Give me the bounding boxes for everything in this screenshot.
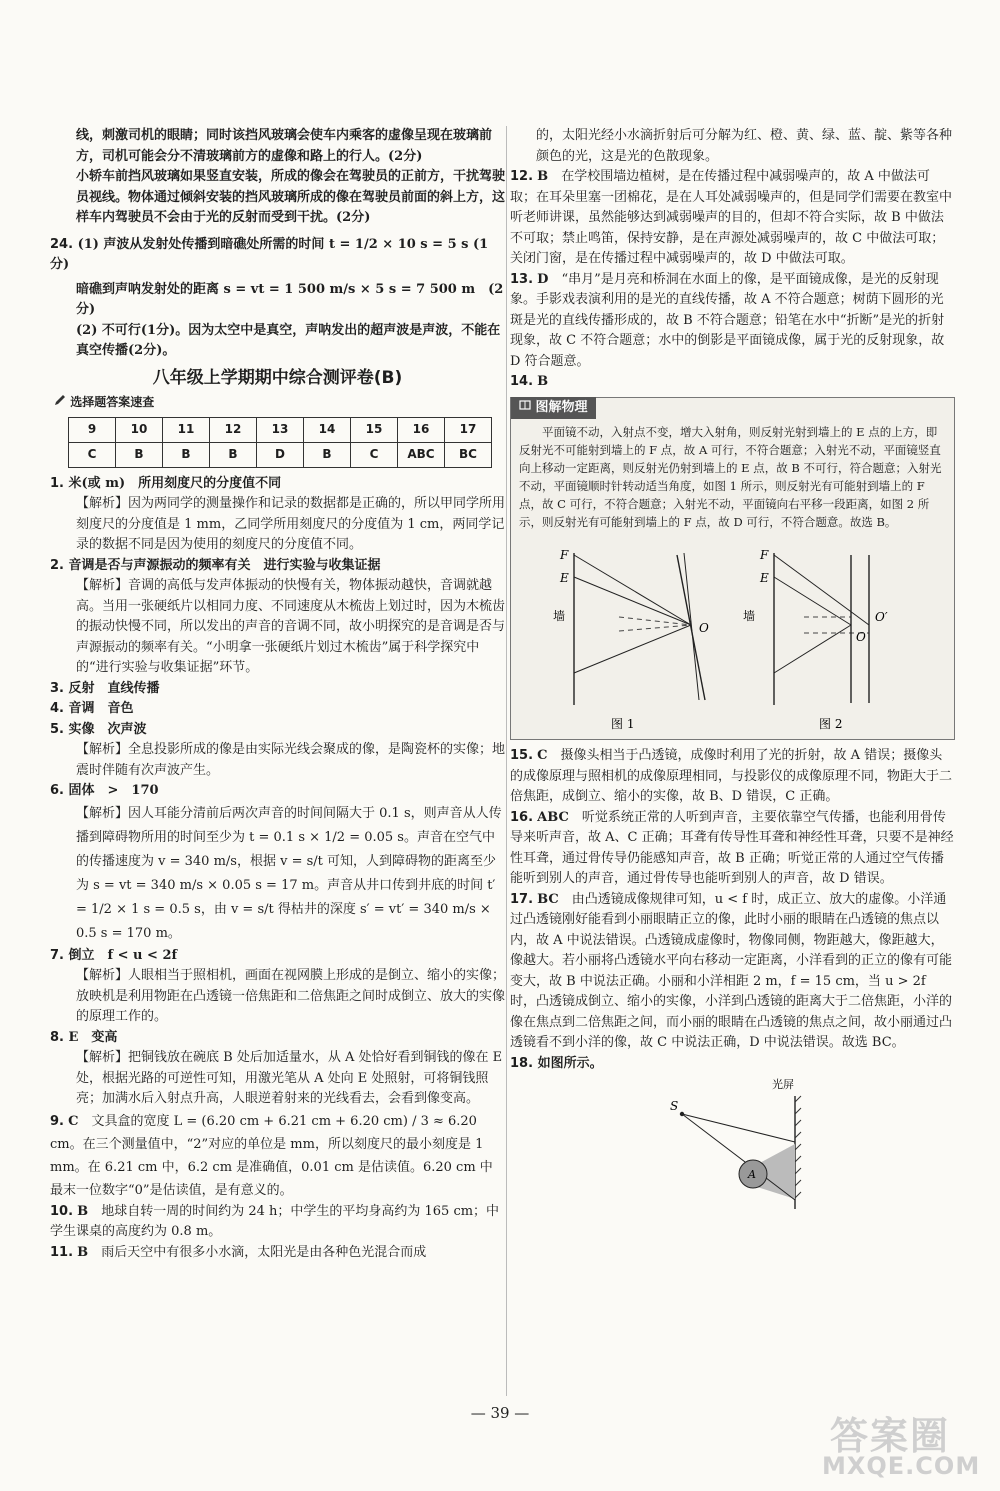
watermark-logo: 答案圈: [830, 1414, 951, 1458]
q16: [510, 808, 955, 890]
q16-number: 16.: [510, 809, 534, 825]
q7-number: 7.: [50, 947, 64, 963]
label-wall-2: 墙: [743, 609, 756, 623]
label-S: S: [670, 1099, 679, 1113]
q11-tag: B: [77, 1244, 89, 1260]
q24-part2: (2) 不可行(1分)。因为太空中是真空，声呐发出的超声波是声波，不能在真空传播(2分)。: [76, 322, 501, 358]
figure-2: [743, 548, 888, 731]
q17-explanation: 由凸透镜成像规律可知，u < f 时，成正立、放大的虚像。小洋通过凸透镜刚好能看到小丽眼睛正立的像，此时小丽的眼睛在凸透镜的焦点以内，故 A 中说法错误。凸透镜成虚像时，物像同侧，物距越大，像距越大，像越大。若小丽将凸透镜水平向右移动一定距离，小洋看到的正立的像有可能变大，故 B 中说法正确。小丽和小洋相距 2 m，f = 15 cm，当 u > 2f 时，凸透镜成倒立、缩小的实像，小洋到凸透镜的距离大于二倍焦距，小洋的像在焦点到二倍焦距之间，而小丽的眼睛在凸透镜的焦点之间，故小丽通过凸透镜看不到小洋的像，故 C 中说法正确，D 中说法错误。故选 BC。: [510, 891, 953, 1050]
table-cell: 17: [445, 417, 492, 442]
q18-number: 18.: [510, 1055, 534, 1071]
q8-number: 8.: [50, 1029, 64, 1045]
q6-number: 6.: [50, 783, 64, 798]
ray-1c: [574, 625, 691, 673]
answer-table: [68, 417, 492, 468]
q13-tag: D: [537, 271, 549, 287]
answer-table-head: [69, 417, 492, 442]
q23-continued: 线，刺激司机的眼睛；同时该挡风玻璃会使车内乘客的虚像呈现在玻璃前方，司机可能会分不清玻璃前方的虚像和路上的行人。(2分): [76, 128, 493, 164]
label-O-prime: O′: [875, 610, 888, 624]
illustrated-physics-box: [510, 397, 955, 741]
right-column: [510, 126, 955, 1214]
table-cell: C: [351, 442, 398, 467]
q10-number: 10.: [50, 1203, 74, 1219]
ray-upper: [682, 1114, 795, 1142]
q4-answer: 音调 音色: [68, 701, 134, 716]
q17-tag: BC: [537, 891, 559, 907]
q15: [510, 746, 955, 808]
table-cell: 14: [304, 417, 351, 442]
label-screen: 光屏: [772, 1078, 794, 1091]
mirror-diagram: [519, 535, 944, 735]
q3-answer: 反射 直线传播: [68, 680, 160, 696]
table-cell: BC: [445, 442, 492, 467]
table-cell: D: [257, 442, 304, 467]
q10: [50, 1202, 505, 1243]
q14: [510, 372, 955, 393]
box-text: 平面镜不动，入射点不变，增大入射角，则反射光射到墙上的 E 点的上方，即反射光不可能射到墙上的 F 点，故 A 可行，不符合题意；入射光不动，平面镜竖直向上移动一定距离，则反射光仍射到墙上的 E 点，故 B 不可行，符合题意；入射光不动，平面镜顺时针转动适当角度，如图 1 所示，则反射光有可能射到墙上的 F 点，故 C 可行，不符合题意；入射光不动，平面镜向右平移一段距离，如图 2 所示，则反射光有可能射到墙上的 F 点，故 D 可行，不符合题意。故选 B。: [519, 425, 942, 529]
q5-number: 5.: [50, 721, 64, 737]
column-divider: [506, 126, 507, 1396]
q14-tag: B: [537, 374, 549, 389]
q3-number: 3.: [50, 680, 64, 696]
q6: [50, 781, 505, 802]
q7-explanation: 【解析】人眼相当于照相机，画面在视网膜上形成的是倒立、缩小的实像；放映机是利用物距在凸透镜一倍焦距和二倍焦距之间时成倒立、放大的实像的原理工作的。: [76, 968, 506, 1024]
q13-number: 13.: [510, 271, 534, 287]
q17: [510, 890, 955, 1054]
table-cell: C: [69, 442, 116, 467]
figure-1: [553, 548, 709, 731]
q13-explanation: “串月”是月亮和桥洞在水面上的像，是平面镜成像，是光的反射现象。手影戏表演利用的是光的直线传播，故 A 不符合题意；树荫下圆形的光斑是光的直线传播形成的，故 B 不符合题意；铅笔在水中“折断”是光的折射现象，故 C 不符合题意；水中的倒影是平面镜成像，属于光的反射现象，故 D 符合题意。: [510, 271, 945, 369]
q6-answer: 固体 > 170: [68, 783, 159, 798]
left-column: [50, 126, 505, 1263]
q9-explanation: 文具盒的宽度 L = (6.20 cm + 6.21 cm + 6.20 cm) / 3 ≈ 6.20 cm。在三个测量值中，“2”对应的单位是 mm，所以刻度尺的最小刻度是 1 mm。在 6.21 cm 中，6.2 cm 是准确值，0.01 cm 是估读值。6.20 cm 中最末一位数字“0”是估读值，是有意义的。: [50, 1113, 493, 1198]
label-E-2: E: [760, 571, 769, 585]
table-cell: ABC: [398, 442, 445, 467]
table-cell: 12: [210, 417, 257, 442]
q5-explanation: 【解析】全息投影所成的像是由实际光线会聚成的像，是陶瓷杯的实像；地震时伴随有次声波产生。: [76, 742, 506, 778]
q8-explanation: 【解析】把铜钱放在碗底 B 处后加适量水，从 A 处恰好看到铜钱的像在 E 处，根据光路的可逆性可知，用激光笔从 A 处向 E 处照射，可将铜钱照亮；加满水后入射点升高，人眼逆着射来的光线看去，会看到像变高。: [76, 1050, 503, 1106]
q16-tag: ABC: [537, 809, 569, 825]
q11-continued: 的，太阳光经小水滴折射后可分解为红、橙、黄、绿、蓝、靛、紫等各种颜色的光，这是光的色散现象。: [536, 128, 953, 164]
label-O-1: O: [699, 621, 709, 635]
table-cell: B: [116, 442, 163, 467]
q15-tag: C: [537, 748, 548, 763]
q1-number: 1.: [50, 475, 64, 491]
q9: [50, 1110, 505, 1202]
q5-answer: 实像 次声波: [68, 721, 147, 737]
q12: [510, 167, 955, 270]
fig1-label: 图 1: [611, 717, 635, 731]
q12-tag: B: [537, 169, 549, 184]
table-cell: 15: [351, 417, 398, 442]
q11-number: 11.: [50, 1244, 74, 1260]
q13: [510, 270, 955, 373]
q23-part2: 小轿车前挡风玻璃如果竖直安装，所成的像会在驾驶员的正前方，干扰驾驶员视线。物体通过倾斜安装的挡风玻璃所成的像在驾驶员前面的斜上方，这样车内驾驶员不会由于光的反射而受到干扰。(2分): [76, 169, 506, 225]
section-title: 八年级上学期期中综合测评卷(B): [152, 367, 403, 388]
quick-answer-label: 选择题答案速查: [70, 395, 155, 409]
pencil-icon: [54, 394, 66, 406]
ray-2c: [774, 625, 851, 673]
point-S: [680, 1112, 684, 1116]
q10-explanation: 地球自转一周的时间约为 24 h；中学生的平均身高约为 165 cm；中学生课桌的高度约为 0.8 m。: [50, 1203, 500, 1239]
q1-answer: 米(或 m) 所用刻度尺的分度值不同: [68, 475, 282, 491]
box-title: 图解物理: [535, 399, 588, 415]
table-cell: 9: [69, 417, 116, 442]
q17-number: 17.: [510, 891, 534, 907]
q4: [50, 699, 505, 720]
table-cell: 13: [257, 417, 304, 442]
q8-answer: E 变高: [68, 1029, 118, 1045]
ray-2b: [774, 577, 851, 625]
ray-1b: [574, 577, 691, 625]
q10-tag: B: [77, 1203, 89, 1219]
q18: [510, 1054, 955, 1075]
label-E-1: E: [560, 571, 569, 585]
q2-number: 2.: [50, 557, 64, 573]
book-icon: [519, 399, 531, 411]
q9-number: 9.: [50, 1113, 64, 1129]
label-F-1: F: [560, 548, 569, 562]
quick-answer-header: [54, 392, 505, 413]
q7: [50, 946, 505, 967]
ray-2a: [774, 555, 869, 625]
table-cell: B: [210, 442, 257, 467]
q8: [50, 1028, 505, 1049]
q2: [50, 556, 505, 577]
table-cell: B: [304, 442, 351, 467]
q16-explanation: 听觉系统正常的人听到声音，主要依靠空气传播，也能利用骨传导来听声音，故 A、C 正确；耳聋有传导性耳聋和神经性耳聋，只要不是神经性耳聋，通过骨传导仍能感知声音，故 B 正确；听觉正常的人通过空气传播能听到别人的声音，通过骨传导也能听到别人的声音，故 D 错误。: [510, 809, 954, 886]
label-A: A: [748, 1168, 756, 1181]
q15-number: 15.: [510, 748, 534, 763]
q11-explanation: 雨后天空中有很多小水滴，太阳光是由各种色光混合而成: [101, 1244, 427, 1260]
table-cell: 10: [116, 417, 163, 442]
answer-table-values: [69, 442, 492, 467]
table-cell: B: [163, 442, 210, 467]
q12-explanation: 在学校围墙边植树，是在传播过程中减弱噪声的，故 A 中做法可取；在耳朵里塞一团棉花，是在人耳处减弱噪声的，但是同学们需要在教室中听老师讲课，虽然能够达到减弱噪声的目的，但却不符合实际，故 B 中做法不可取；禁止鸣笛，保持安静，是在声源处减弱噪声的，故 C 中做法可取；关闭门窗，是在传播过程中减弱噪声的，故 D 中做法可取。: [510, 169, 953, 266]
q11: [50, 1243, 505, 1264]
label-O-2: O: [856, 630, 866, 644]
q24-part1: (1) 声波从发射处传播到暗礁处所需的时间 t = 1/2 × 10 s = 5 s (1分): [50, 236, 489, 272]
table-cell: 11: [163, 417, 210, 442]
q12-number: 12.: [510, 169, 534, 184]
q1-explanation: 【解析】因为两同学的测量操作和记录的数据都是正确的，所以甲同学所用刻度尺的分度值是 1 mm，乙同学所用刻度尺的分度值为 1 cm，两同学记录的数据不同是因为使用的刻度尺的分度值不同。: [76, 496, 506, 552]
screen-hatch: [795, 1096, 801, 1198]
q24-part1b: 暗礁到声呐发射处的距离 s = vt = 1 500 m/s × 5 s = 7 500 m (2分): [76, 281, 504, 317]
q2-explanation: 【解析】音调的高低与发声体振动的快慢有关，物体振动越快，音调就越高。当用一张硬纸片以相同力度、不同速度从木梳齿上划过时，因为木梳齿的振动快慢不同，所以发出的声音的音调不同，故小明探究的是音调是否与声源振动的频率有关。“小明拿一张硬纸片划过木梳齿”属于科学探究中的“进行实验与收集证据”环节。: [76, 578, 506, 675]
ray-1a: [574, 555, 691, 625]
table-cell: 16: [398, 417, 445, 442]
q3: [50, 679, 505, 700]
q24-number: 24.: [50, 236, 74, 252]
q15-explanation: 摄像头相当于凸透镜，成像时利用了光的折射，故 A 错误；摄像头的成像原理与照相机的成像原理相同，与投影仪的成像原理不同，物距大于二倍焦距，成倒立、缩小的实像，故 B、D 错误，C 正确。: [510, 748, 953, 804]
box-header: [511, 397, 596, 420]
q5: [50, 720, 505, 741]
q9-tag: C: [68, 1113, 79, 1129]
q2-answer: 音调是否与声源振动的频率有关 进行实验与收集证据: [68, 557, 381, 573]
normal-1b: [619, 625, 691, 631]
label-wall-1: 墙: [553, 609, 566, 623]
page-number: — 39 —: [470, 1404, 530, 1422]
q14-number: 14.: [510, 374, 534, 389]
q1: [50, 474, 505, 495]
q18-text: 如图所示。: [537, 1055, 603, 1071]
q6-explanation: 【解析】因人耳能分清前后两次声音的时间间隔大于 0.1 s，则声音从人传播到障碍物所用的时间至少为 t = 0.1 s × 1/2 = 0.05 s。声音在空气中的传播速度为 v = 340 m/s，根据 v = s/t 可知，人到障碍物的距离至少为 s = vt = 340 m/s × 0.05 s = 17 m。声音从井口传到井底的时间 t′ = 1/2 × 1 s = 0.5 s，由 v = s/t 得枯井的深度 s′ = vt′ = 340 m/s × 0.5 s = 170 m。: [76, 805, 502, 941]
fig2-label: 图 2: [819, 717, 843, 731]
q4-number: 4.: [50, 701, 64, 716]
q24: [50, 235, 505, 276]
q7-answer: 倒立 f < u < 2f: [68, 947, 178, 963]
screen-diagram: [510, 1074, 955, 1214]
label-F-2: F: [760, 548, 769, 562]
watermark-url: MXQE.COM: [822, 1452, 981, 1480]
